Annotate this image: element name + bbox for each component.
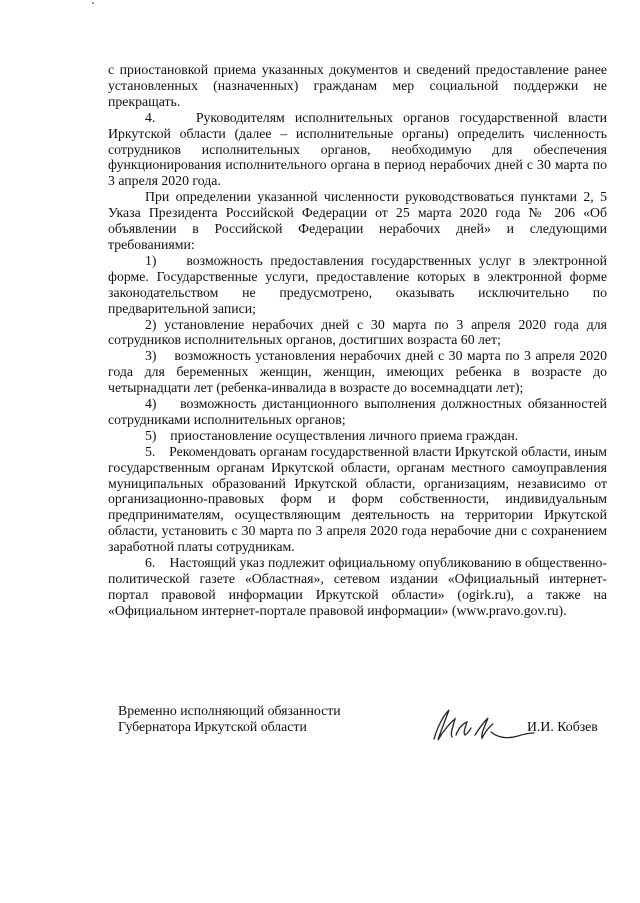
paragraph-item-5: 5. Рекомендовать органам государственной власти Иркутской области, иным государственным органам Иркутской области, органам местного самоуправления муниципальных образований Иркутской области, организациям, независимо от организационно-правовых форм и форм собственности, индивидуальным предпринимателям, осуществляющим деятельность на территории Иркутской области, установить с 30 марта по 3 апреля 2020 года нерабочие дни с сохранением заработной платы сотрудникам.: [108, 443, 607, 555]
signer-position-line-1: Временно исполняющий обязанности: [118, 703, 341, 718]
paragraph-continuation: с приостановкой приема указанных документов и сведений предоставление ранее установленных (назначенных) гражданам мер социальной поддержки не прекращать.: [108, 62, 607, 109]
paragraph-requirements-intro: При определении указанной численности руководствоваться пунктами 2, 5 Указа Президента Российской Федерации от 25 марта 2020 года № 206 «Об объявлении в Российской Федерации нерабочих дней» и следующими требованиями:: [108, 189, 607, 252]
requirement-3: 3) возможность установления нерабочих дней с 30 марта по 3 апреля 2020 года для беременных женщин, женщин, имеющих ребенка в возрасте до четырнадцати лет (ребенка-инвалида в возрасте до восемнадцати лет);: [108, 348, 607, 396]
handwritten-signature: [428, 702, 538, 747]
document-body: [108, 62, 607, 619]
requirement-1: 1) возможность предоставления государственных услуг в электронной форме. Государственные услуги, предоставление которых в электронной форме законодательством не предусмотрено, оказывать исключительно по предварительной записи;: [108, 252, 607, 316]
signer-name: И.И. Кобзев: [527, 719, 598, 734]
requirement-4: 4) возможность дистанционного выполнения должностных обязанностей сотрудниками исполнительных органов;: [108, 396, 607, 427]
requirement-5: 5) приостановление осуществления личного приема граждан.: [145, 427, 519, 443]
paragraph-item-4: 4. Руководителям исполнительных органов государственной власти Иркутской области (далее – исполнительные органы) определить численность сотрудников исполнительных органов, необходимую для обеспечения функционирования исполнительного органа в период нерабочих дней с 30 марта по 3 апреля 2020 года.: [108, 109, 607, 189]
requirement-2: 2) установление нерабочих дней с 30 марта по 3 апреля 2020 года для сотрудников исполнительных органов, достигших возраста 60 лет;: [108, 316, 607, 348]
signer-position: [118, 703, 341, 735]
signer-position-line-2: Губернатора Иркутской области: [118, 719, 307, 734]
paragraph-item-6: 6. Настоящий указ подлежит официальному опубликованию в общественно-политической газете «Областная», сетевом издании «Официальный интернет-портал правовой информации Иркутской области» (ogirk.ru), а также на «Официальном интернет-портале правовой информации» (www.pravo.gov.ru).: [108, 555, 607, 618]
scan-speck: [92, 2, 94, 4]
